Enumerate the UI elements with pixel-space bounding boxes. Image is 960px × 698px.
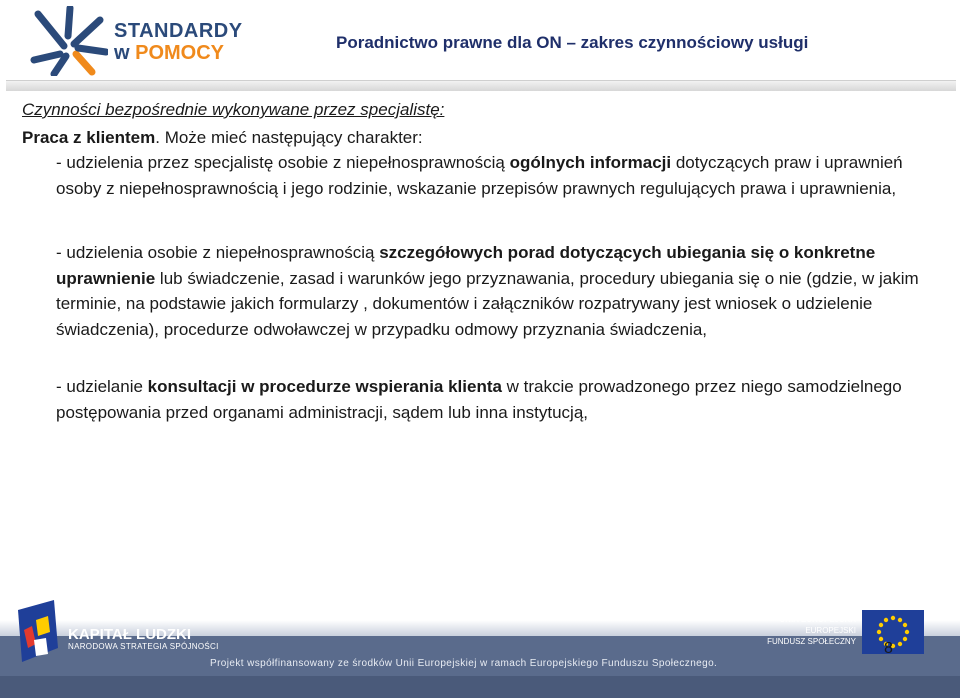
- eu-fund-label: [760, 614, 856, 647]
- star-figure-icon: [30, 6, 108, 76]
- cofinancing-note: Projekt współfinansowany ze środków Unii Europejskiej w ramach Europejskiego Funduszu Społecznego.: [210, 658, 718, 669]
- footer-lower-band: [0, 676, 960, 698]
- page-number: 8: [884, 640, 893, 657]
- logo-text-w-pomocy: [114, 42, 224, 65]
- item-text: dotyczących praw i uprawnień osoby z niepełnosprawnością i jego rodzinie, wskazanie przepisów prawnych regulujących prawa i uprawnienia,: [56, 153, 903, 198]
- item-text: w trakcie prowadzonego przez niego samodzielnego postępowania przed organami administracji, sądem lub inna instytucją,: [56, 377, 902, 422]
- list-item: [56, 374, 946, 425]
- logo-text-w: w: [114, 42, 130, 64]
- section-subtitle: Czynności bezpośrednie wykonywane przez specjalistę:: [22, 100, 445, 119]
- item-text: lub świadczenie, zasad i warunków jego przyznawania, procedury ubiegania się o nie (gdzie, w jakim terminie, na podstawie jakich formularzy , dokumentów i załączników rozpatrywany jest wniosek o udzielenie świadczenia), procedurze odwoławczej w przypadku odmowy przyznania świadczenia,: [56, 268, 919, 339]
- eu-flag-icon: [862, 610, 924, 654]
- item-bold-text: szczegółowych porad dotyczących ubiegania się o konkretne uprawnienie: [56, 243, 876, 288]
- slide-title: Poradnictwo prawne dla ON – zakres czynnościowy usługi: [336, 33, 809, 52]
- eu-line-3: FUNDUSZ SPOŁECZNY: [767, 637, 856, 646]
- kapital-ludzki-title: KAPITAŁ LUDZKI: [68, 626, 192, 643]
- standardy-w-pomocy-logo: [30, 6, 250, 76]
- eu-line-1: UNIA EUROPEJSKA: [779, 615, 856, 624]
- slide-header: [0, 0, 960, 88]
- lead-bold: Praca z klientem: [22, 128, 156, 147]
- slide-content: [22, 98, 952, 150]
- item-text: - udzielenia osobie z niepełnosprawnością: [56, 243, 380, 262]
- lead-paragraph: [22, 125, 952, 150]
- list-item: [56, 150, 926, 201]
- lead-rest: . Może mieć następujący charakter:: [155, 128, 423, 147]
- kapital-ludzki-emblem-icon: [14, 600, 60, 664]
- logo-text-standardy: STANDARDY: [114, 20, 243, 42]
- slide-footer: [0, 590, 960, 698]
- item-bold-text: konsultacji w procedurze wspierania klienta: [147, 377, 502, 396]
- list-item: [56, 240, 946, 342]
- item-bold-text: ogólnych informacji: [509, 153, 672, 172]
- item-text: - udzielenia przez specjalistę osobie z niepełnosprawnością: [56, 153, 510, 172]
- eu-line-2: EUROPEJSKI: [805, 626, 856, 635]
- logo-text-pomocy: POMOCY: [135, 42, 225, 64]
- item-text: - udzielanie: [56, 377, 148, 396]
- kapital-ludzki-subtitle: NARODOWA STRATEGIA SPÓJNOŚCI: [68, 642, 219, 651]
- header-divider: [6, 80, 956, 91]
